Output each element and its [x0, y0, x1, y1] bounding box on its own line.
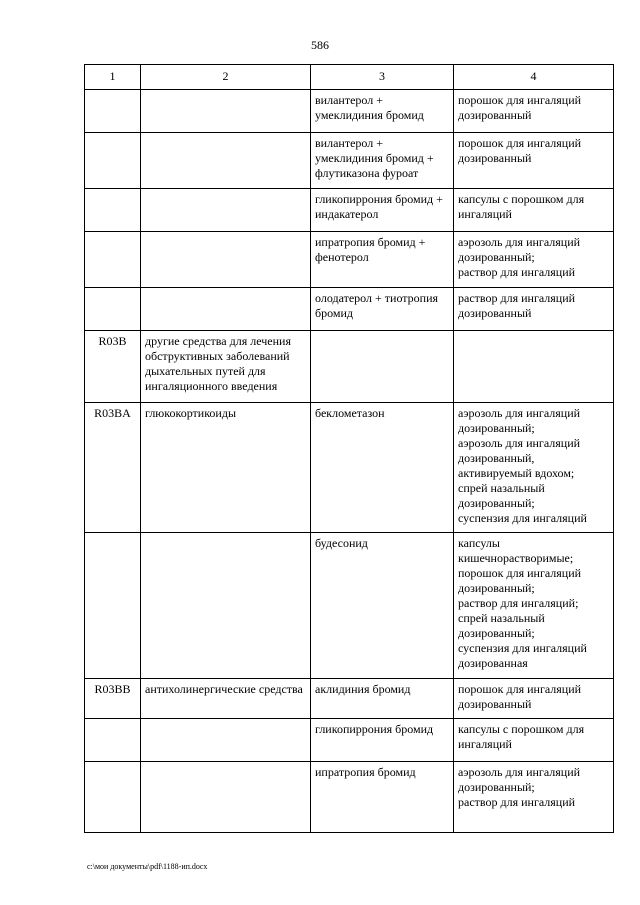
dosage-form-cell — [454, 762, 614, 833]
dosage-form-line: капсулы с порошком для ингаляций — [458, 722, 585, 751]
footer-file-path: c:\мои документы\pdf\1188-ип.docx — [87, 862, 208, 871]
group-name-cell — [141, 90, 311, 133]
substance-cell: беклометазон — [311, 403, 454, 533]
dosage-form-cell — [454, 331, 614, 403]
table-row — [85, 288, 614, 331]
group-name-cell — [141, 762, 311, 833]
atc-code-cell — [85, 762, 141, 833]
atc-code-cell — [85, 90, 141, 133]
table-row — [85, 133, 614, 189]
atc-code-cell — [85, 232, 141, 288]
dosage-form-line: аэрозоль для ингаляций дозированный; — [458, 235, 581, 264]
table-row — [85, 679, 614, 719]
group-name-cell: глюкокортикоиды — [141, 403, 311, 533]
dosage-form-line: порошок для ингаляций дозированный; — [458, 566, 582, 595]
atc-code-cell — [85, 133, 141, 189]
table-row — [85, 232, 614, 288]
dosage-form-line: суспензия для ингаляций дозированная — [458, 641, 587, 670]
substance-cell: ипратропия бромид — [311, 762, 454, 833]
header-col-1: 1 — [85, 65, 141, 90]
table-row — [85, 90, 614, 133]
header-col-4: 4 — [454, 65, 614, 90]
table-body — [85, 90, 614, 833]
table-row — [85, 331, 614, 403]
substance-cell — [311, 331, 454, 403]
substance-cell: гликопиррония бромид — [311, 719, 454, 762]
substance-cell: ипратропия бромид + фенотерол — [311, 232, 454, 288]
dosage-form-cell — [454, 90, 614, 133]
atc-code-cell — [85, 719, 141, 762]
group-name-cell: антихолинергические средства — [141, 679, 311, 719]
dosage-form-cell — [454, 133, 614, 189]
dosage-form-line: капсулы кишечнорастворимые; — [458, 536, 574, 565]
substance-cell: олодатерол + тиотропия бромид — [311, 288, 454, 331]
dosage-form-cell — [454, 288, 614, 331]
dosage-form-cell — [454, 232, 614, 288]
table-row — [85, 719, 614, 762]
table-row — [85, 189, 614, 232]
dosage-form-line: порошок для ингаляций дозированный — [458, 136, 582, 165]
medication-table — [84, 64, 614, 833]
group-name-cell — [141, 133, 311, 189]
substance-cell: вилантерол + умеклидиния бромид + флутиказона фуроат — [311, 133, 454, 189]
dosage-form-line: аэрозоль для ингаляций дозированный, активируемый вдохом; — [458, 436, 581, 480]
substance-cell: вилантерол + умеклидиния бромид — [311, 90, 454, 133]
table-row — [85, 762, 614, 833]
dosage-form-line: капсулы с порошком для ингаляций — [458, 192, 585, 221]
dosage-form-line: порошок для ингаляций дозированный — [458, 682, 582, 711]
dosage-form-cell — [454, 679, 614, 719]
substance-cell: гликопиррония бромид + индакатерол — [311, 189, 454, 232]
atc-code-cell: R03BA — [85, 403, 141, 533]
substance-cell: аклидиния бромид — [311, 679, 454, 719]
dosage-form-cell — [454, 719, 614, 762]
group-name-cell — [141, 288, 311, 331]
table-header-row — [85, 65, 614, 90]
dosage-form-line: раствор для ингаляций — [458, 265, 576, 279]
dosage-form-line: суспензия для ингаляций — [458, 511, 587, 525]
dosage-form-cell — [454, 403, 614, 533]
atc-code-cell — [85, 189, 141, 232]
header-col-3: 3 — [311, 65, 454, 90]
dosage-form-line: аэрозоль для ингаляций дозированный; — [458, 406, 581, 435]
group-name-cell — [141, 232, 311, 288]
atc-code-cell — [85, 533, 141, 679]
substance-cell: будесонид — [311, 533, 454, 679]
group-name-cell — [141, 189, 311, 232]
page-number: 586 — [311, 38, 329, 52]
group-name-cell — [141, 719, 311, 762]
table-row — [85, 403, 614, 533]
atc-code-cell — [85, 288, 141, 331]
dosage-form-cell — [454, 533, 614, 679]
dosage-form-line: порошок для ингаляций дозированный — [458, 93, 582, 122]
atc-code-cell: R03BB — [85, 679, 141, 719]
dosage-form-line: спрей назальный дозированный; — [458, 611, 545, 640]
group-name-cell — [141, 533, 311, 679]
table-row — [85, 533, 614, 679]
header-col-2: 2 — [141, 65, 311, 90]
dosage-form-line: раствор для ингаляций дозированный — [458, 291, 576, 320]
dosage-form-line: спрей назальный дозированный; — [458, 481, 545, 510]
dosage-form-cell — [454, 189, 614, 232]
dosage-form-line: раствор для ингаляций; — [458, 596, 579, 610]
atc-code-cell: R03B — [85, 331, 141, 403]
dosage-form-line: аэрозоль для ингаляций дозированный; — [458, 765, 581, 794]
dosage-form-line: раствор для ингаляций — [458, 795, 576, 809]
group-name-cell: другие средства для лечения обструктивных заболеваний дыхательных путей для ингаляционного введения — [141, 331, 311, 403]
